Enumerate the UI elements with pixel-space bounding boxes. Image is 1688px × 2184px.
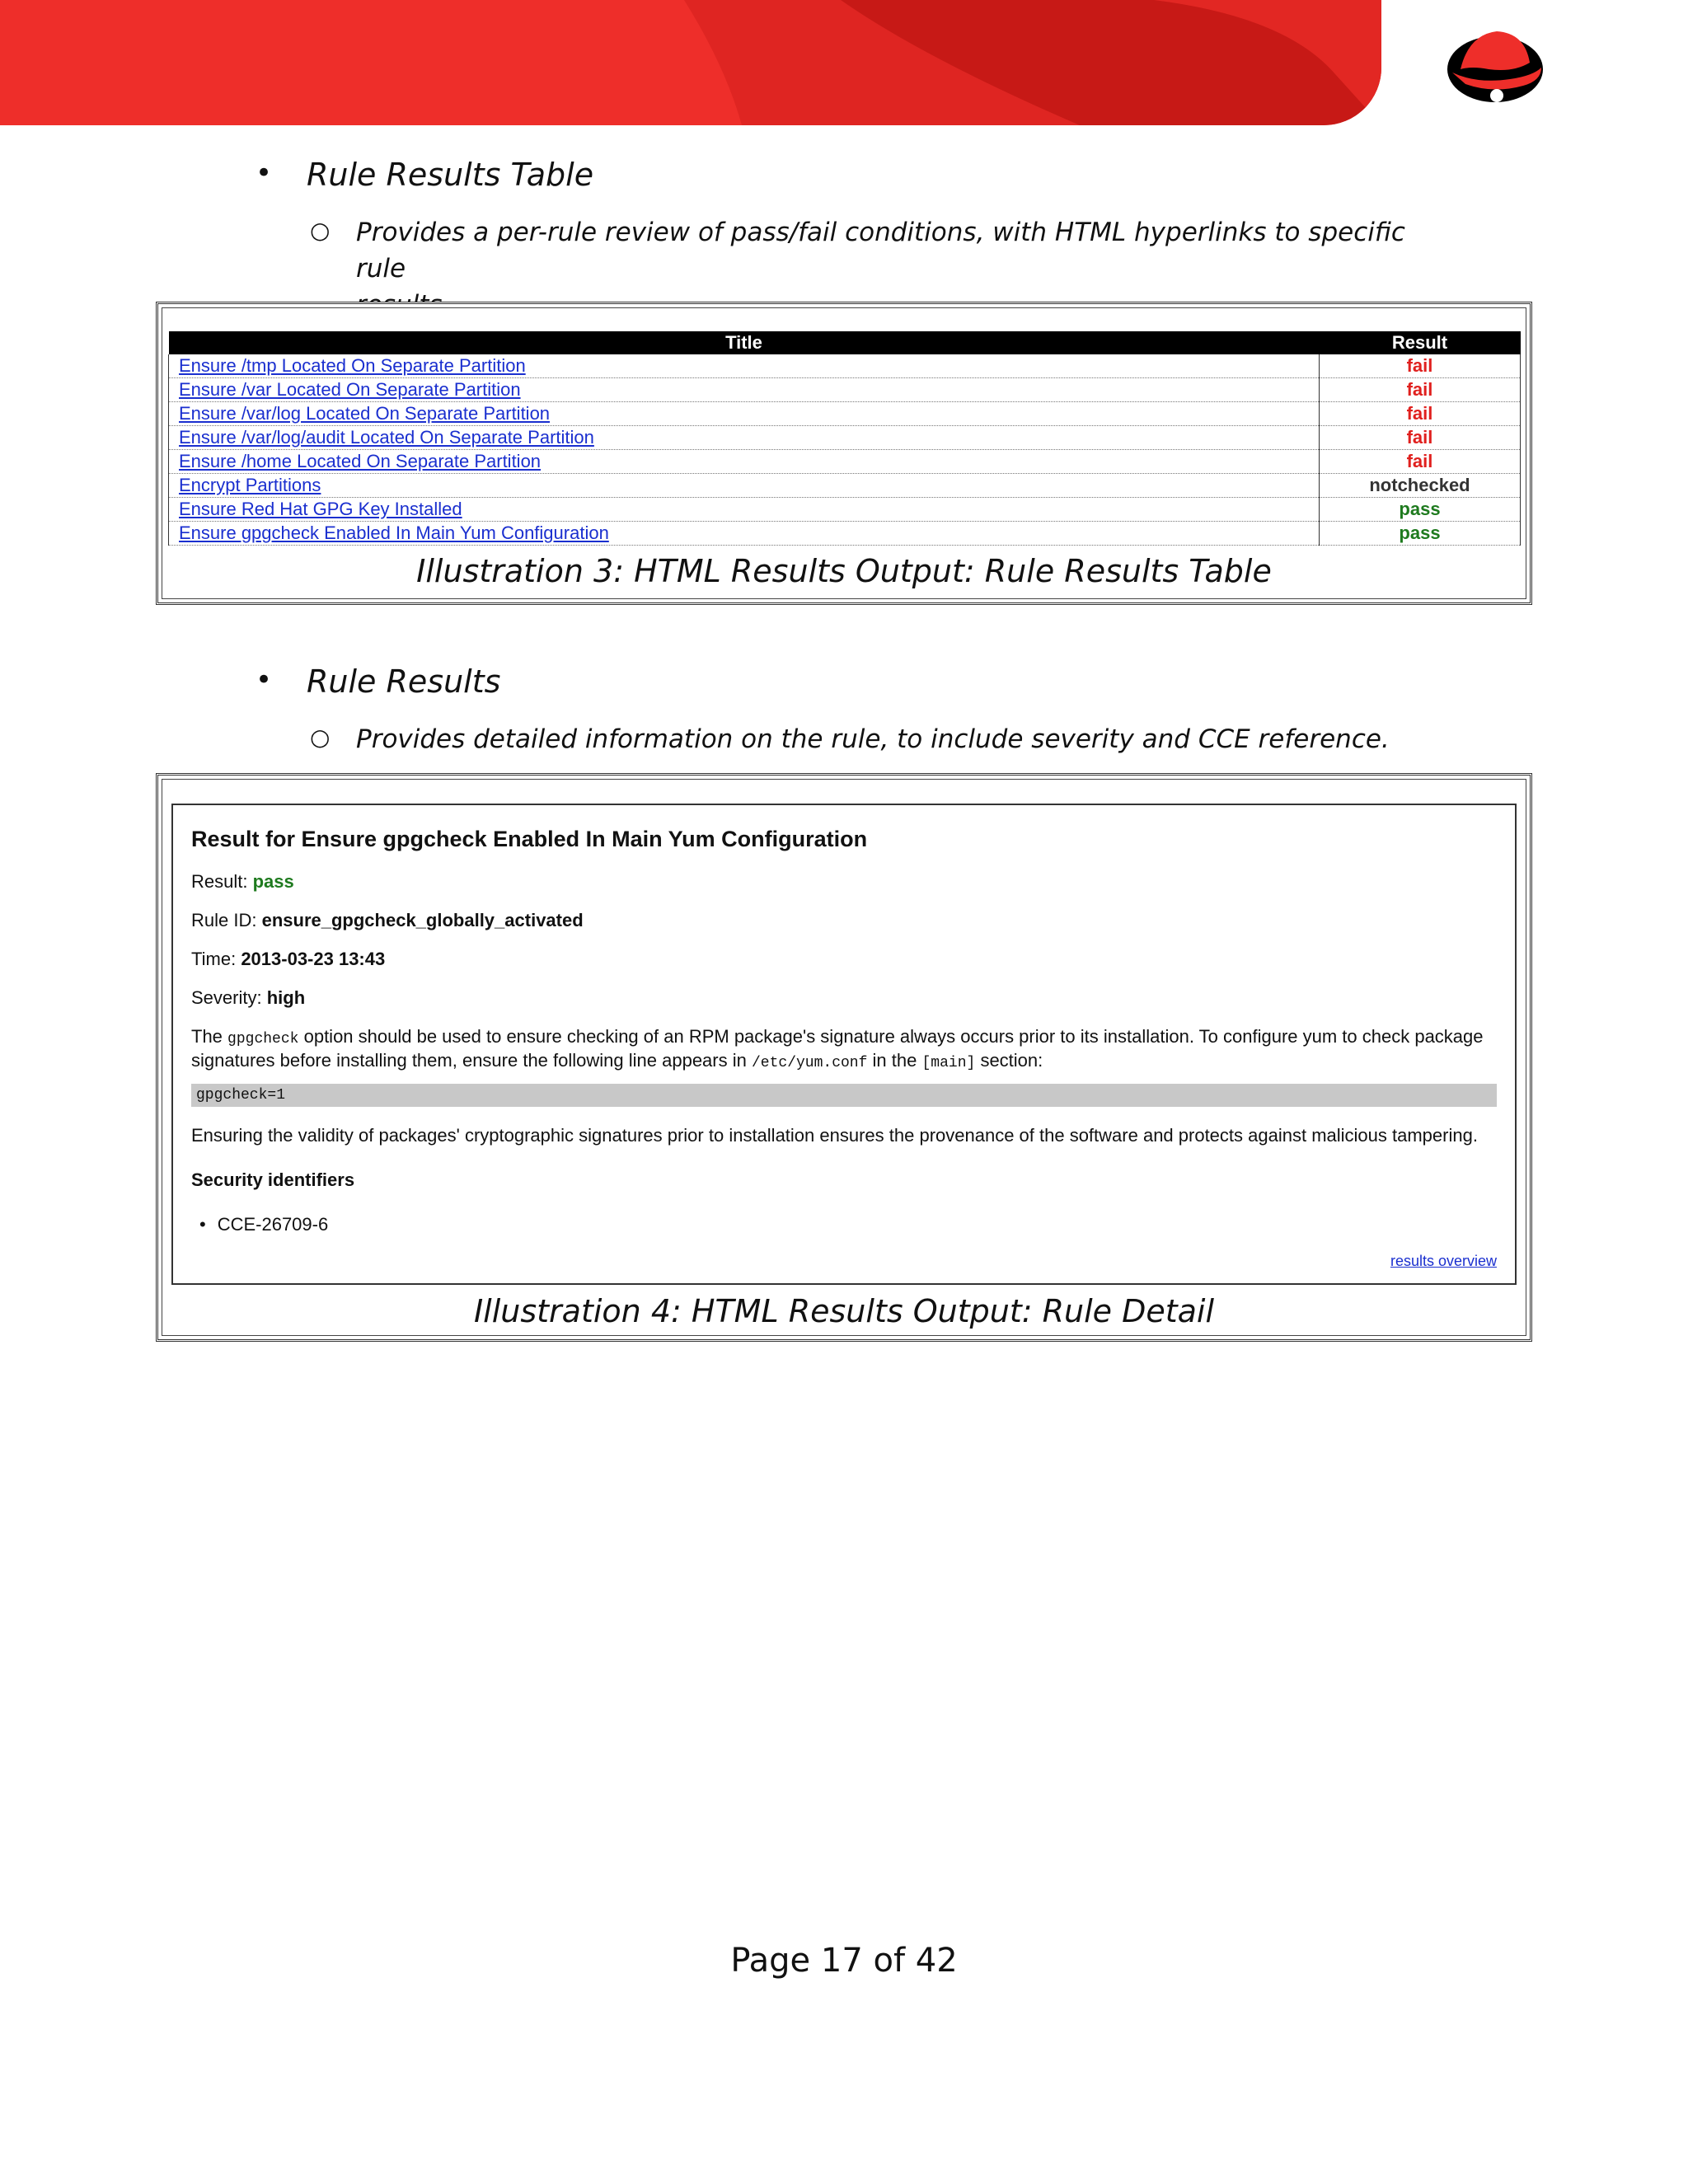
inline-code: /etc/yum.conf xyxy=(751,1055,868,1071)
rule-title-cell xyxy=(169,522,1320,546)
description-line-1: Provides a per-rule review of pass/fail conditions, with HTML hyperlinks to specific rule xyxy=(356,218,1405,284)
rule-title-link[interactable]: Encrypt Partitions xyxy=(179,475,321,495)
time-line xyxy=(191,949,385,970)
time-label: Time: xyxy=(191,949,237,969)
rule-result-cell: fail xyxy=(1320,402,1521,426)
page-number: Page 17 of 42 xyxy=(730,1942,958,1980)
table-row xyxy=(169,450,1521,474)
rule-result-cell: pass xyxy=(1320,498,1521,522)
column-header-result: Result xyxy=(1320,331,1521,354)
rule-title-link[interactable]: Ensure /var/log Located On Separate Partition xyxy=(179,403,551,424)
sub-bullet-detail-description xyxy=(310,721,1493,757)
rule-title-cell xyxy=(169,378,1320,402)
rule-result-cell: fail xyxy=(1320,426,1521,450)
severity-value: high xyxy=(266,987,306,1008)
rule-title-link[interactable]: Ensure /tmp Located On Separate Partition xyxy=(179,355,526,376)
rule-title-link[interactable]: Ensure gpgcheck Enabled In Main Yum Configuration xyxy=(179,523,609,543)
time-value: 2013-03-23 13:43 xyxy=(241,949,386,969)
rule-title-cell xyxy=(169,354,1320,378)
circle-bullet-icon: ○ xyxy=(310,217,331,244)
table-row xyxy=(169,426,1521,450)
bullet-dot-icon: • xyxy=(256,157,273,190)
header-banner xyxy=(0,0,1381,125)
severity-line xyxy=(191,987,305,1009)
red-hat-logo-icon xyxy=(1444,20,1548,107)
table-row xyxy=(169,354,1521,378)
description-text: signatures before installing them, ensure the following line appears in xyxy=(191,1050,747,1071)
rule-id-label: Rule ID: xyxy=(191,910,257,930)
table-header-row xyxy=(169,331,1521,354)
description-text: in the xyxy=(872,1050,917,1071)
section-heading: Rule Results xyxy=(307,663,501,700)
rule-result-cell: fail xyxy=(1320,354,1521,378)
table-row xyxy=(169,402,1521,426)
bullet-heading-rule-results xyxy=(256,663,501,700)
rule-title-link[interactable]: Ensure /var/log/audit Located On Separate Partition xyxy=(179,427,594,448)
description-text: section: xyxy=(980,1050,1043,1071)
circle-bullet-icon: ○ xyxy=(310,724,331,751)
rule-title-cell xyxy=(169,426,1320,450)
figure-caption: Illustration 3: HTML Results Output: Rule Results Table xyxy=(416,553,1272,589)
rule-title-cell xyxy=(169,450,1320,474)
rule-result-cell: fail xyxy=(1320,378,1521,402)
result-value: pass xyxy=(252,871,294,892)
banner-swoosh-graphic xyxy=(0,0,1381,125)
table-body xyxy=(169,354,1521,546)
severity-label: Severity: xyxy=(191,987,262,1008)
rule-result-cell: pass xyxy=(1320,522,1521,546)
security-identifiers-heading: Security identifiers xyxy=(191,1169,355,1190)
rule-description xyxy=(191,1026,1497,1074)
result-line xyxy=(191,871,294,893)
rule-results-table xyxy=(168,331,1521,546)
table-row xyxy=(169,474,1521,498)
rule-title-link[interactable]: Ensure Red Hat GPG Key Installed xyxy=(179,499,462,519)
description-text: option should be used to ensure checking of an RPM package's signature always occurs prior to its installation. To configure yum to check package xyxy=(303,1026,1484,1047)
rule-detail-title: Result for Ensure gpgcheck Enabled In Main Yum Configuration xyxy=(191,827,868,851)
rule-title-link[interactable]: Ensure /home Located On Separate Partition xyxy=(179,451,542,471)
result-label: Result: xyxy=(191,871,248,892)
table-row xyxy=(169,378,1521,402)
description-line: Provides detailed information on the rule, to include severity and CCE reference. xyxy=(356,724,1390,754)
column-header-title: Title xyxy=(169,331,1320,354)
rationale-text: Ensuring the validity of packages' cryptographic signatures prior to installation ensures the provenance of the software and protects against malicious tampering. xyxy=(191,1125,1478,1146)
code-block: gpgcheck=1 xyxy=(191,1084,1497,1107)
rule-detail-panel xyxy=(171,804,1517,1285)
table-row xyxy=(169,498,1521,522)
rule-title-cell xyxy=(169,498,1320,522)
bullet-heading-rule-results-table xyxy=(256,157,594,193)
rule-id-value: ensure_gpgcheck_globally_activated xyxy=(261,910,584,930)
rule-title-link[interactable]: Ensure /var Located On Separate Partition xyxy=(179,379,521,400)
figure-caption: Illustration 4: HTML Results Output: Rule Detail xyxy=(473,1293,1215,1329)
list-bullet-icon: • xyxy=(199,1214,206,1235)
inline-code: [main] xyxy=(921,1055,976,1071)
rule-id-line xyxy=(191,910,584,931)
inline-code: gpgcheck xyxy=(227,1031,299,1047)
bullet-dot-icon: • xyxy=(256,663,273,696)
results-overview-link[interactable]: results overview xyxy=(1390,1253,1497,1269)
rule-result-cell: notchecked xyxy=(1320,474,1521,498)
rule-result-cell: fail xyxy=(1320,450,1521,474)
cce-identifier: CCE-26709-6 xyxy=(217,1214,329,1235)
rule-title-cell xyxy=(169,402,1320,426)
table-row xyxy=(169,522,1521,546)
section-heading: Rule Results Table xyxy=(307,157,594,193)
identifier-list-item xyxy=(199,1214,328,1235)
rule-title-cell xyxy=(169,474,1320,498)
description-text: The xyxy=(191,1026,223,1047)
